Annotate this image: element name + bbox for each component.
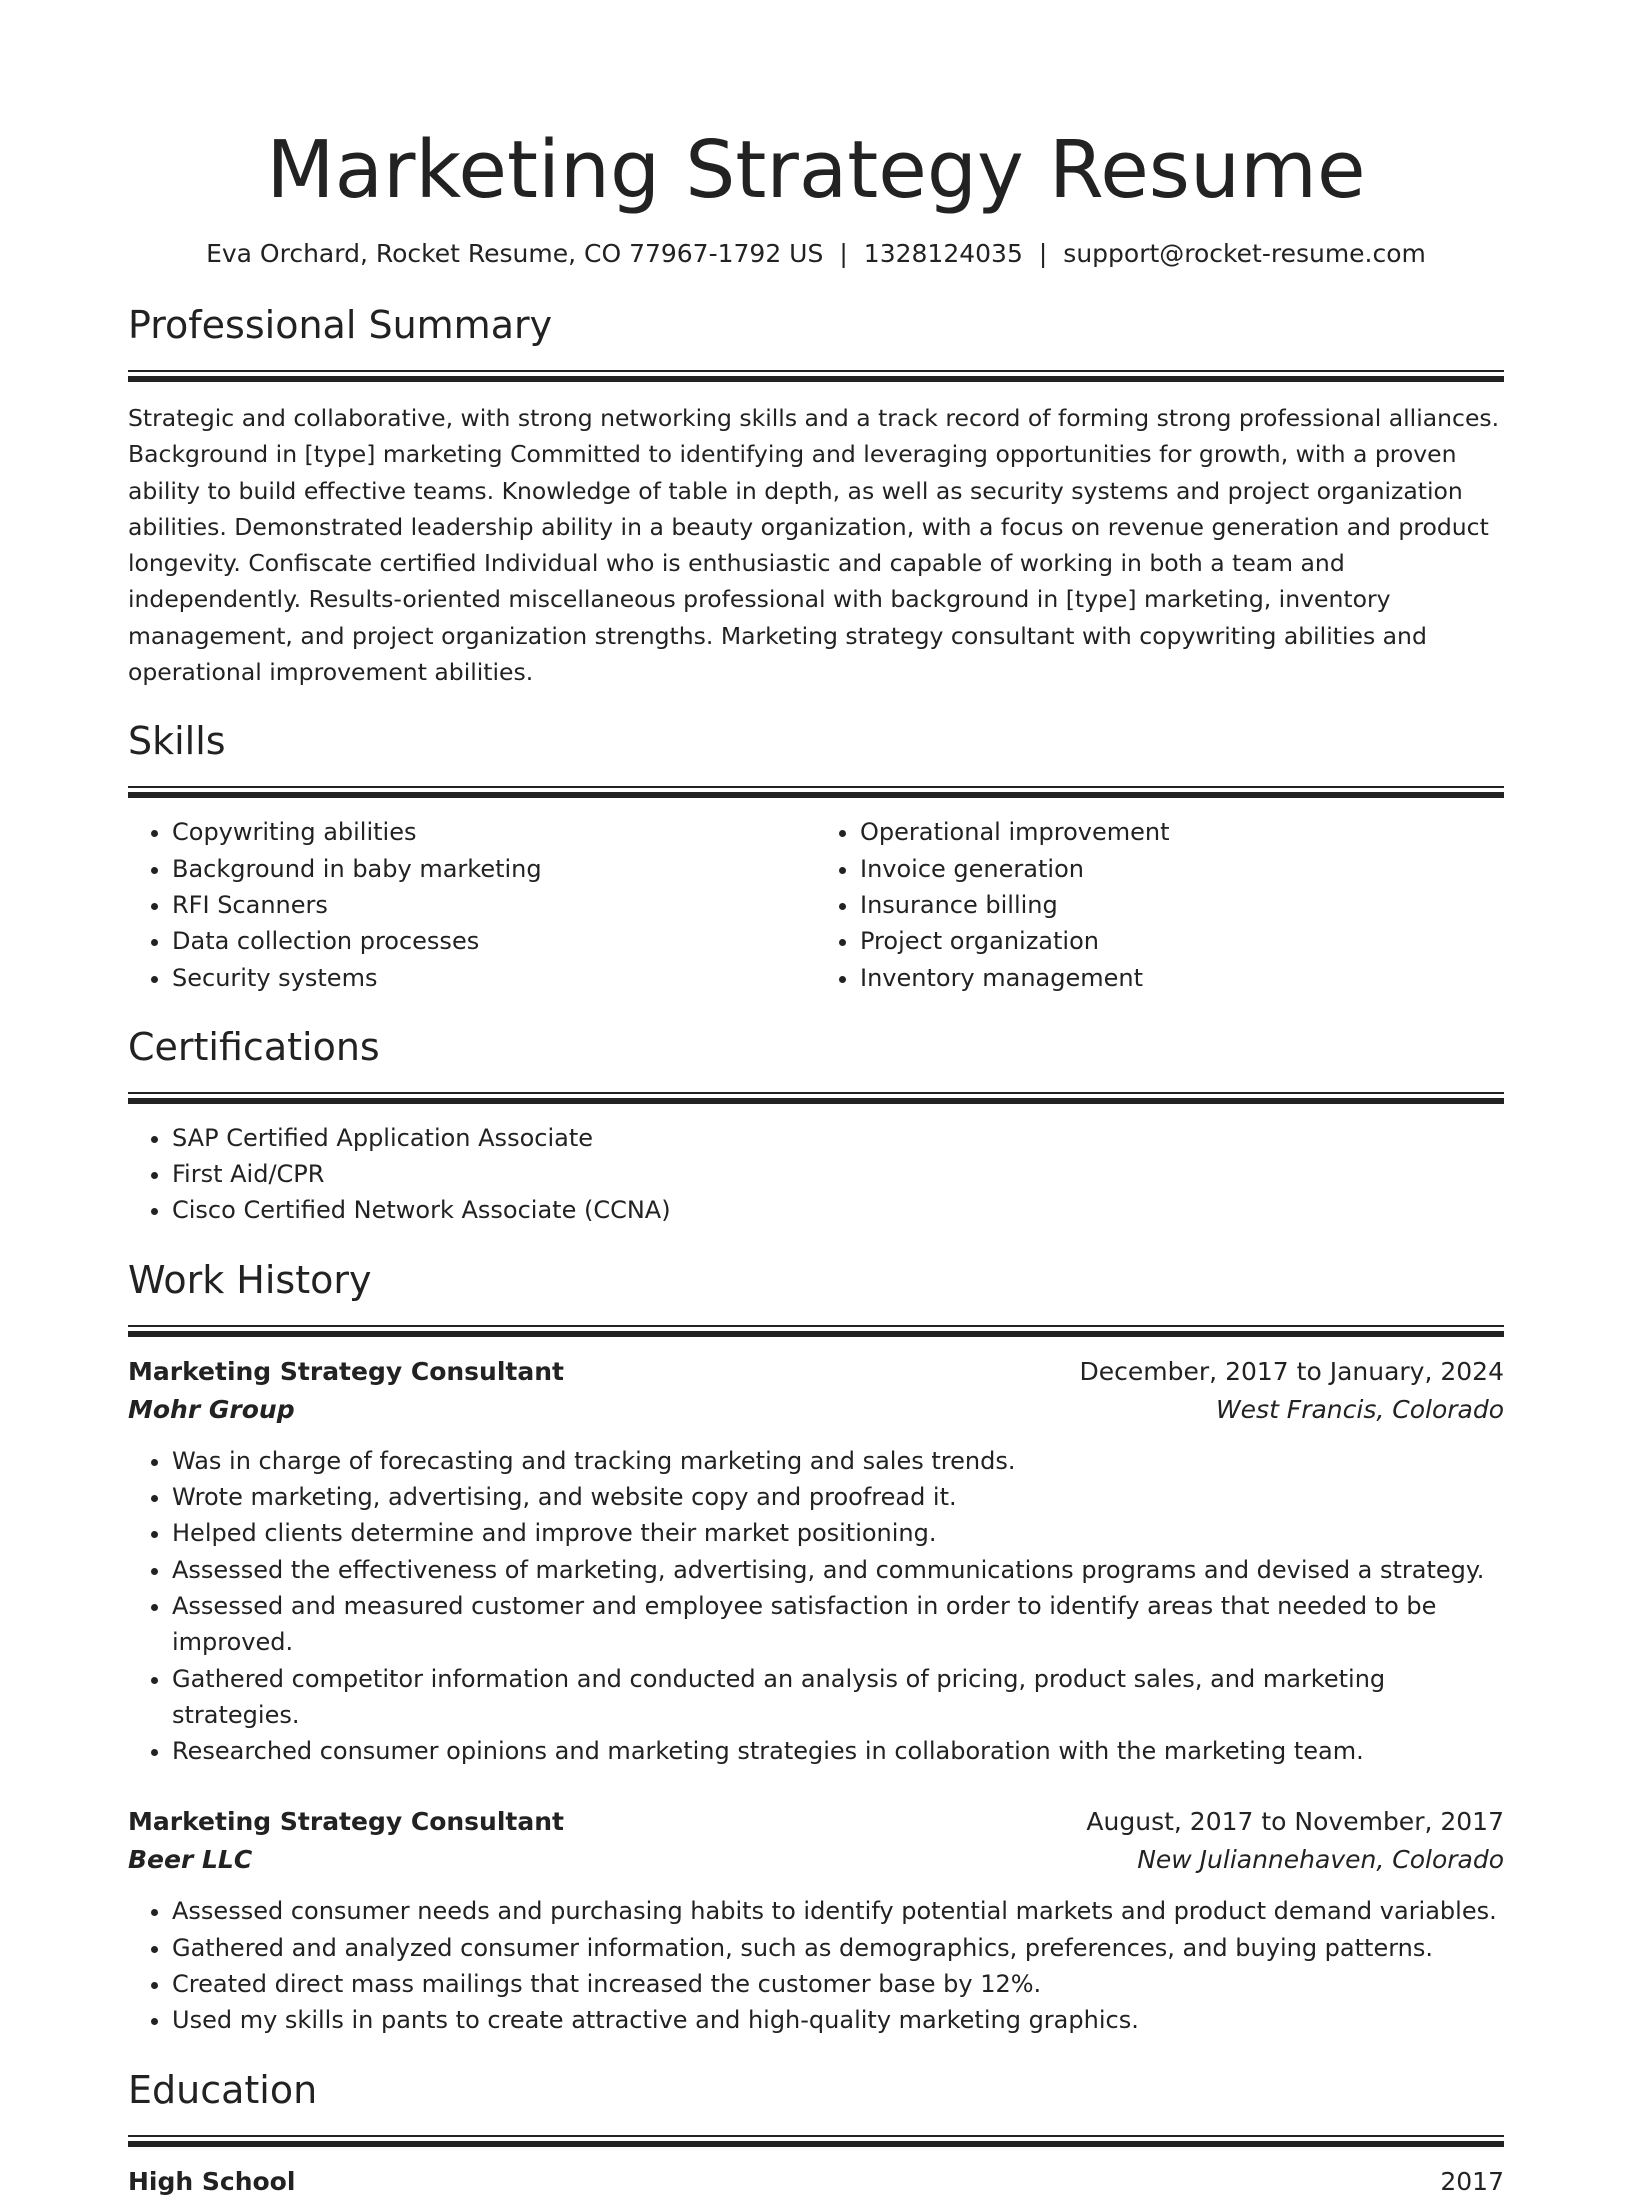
education-section bbox=[128, 2065, 1504, 2147]
job-bullet: • Created direct mass mailings that increased the customer base by 12%. bbox=[172, 1966, 1504, 2002]
job-bullet: • Helped clients determine and improve their market positioning. bbox=[172, 1515, 1504, 1551]
contact-phone: 1328124035 bbox=[863, 239, 1023, 268]
skill-item: • Project organization bbox=[860, 923, 1504, 959]
job-bullet: • Gathered and analyzed consumer information, such as demographics, preferences, and buying patterns. bbox=[172, 1930, 1504, 1966]
certifications-section bbox=[128, 1022, 1504, 1104]
certifications-heading: Certifications bbox=[128, 1024, 380, 1069]
job-bullet: • Researched consumer opinions and marketing strategies in collaboration with the marketing team. bbox=[172, 1733, 1504, 1769]
job-bullet: • Was in charge of forecasting and tracking marketing and sales trends. bbox=[172, 1443, 1504, 1479]
summary-text: Strategic and collaborative, with strong networking skills and a track record of forming strong professional alliances. Background in [type] marketing Committed to identifying and leveraging opportunities for growth, with a proven ability to build effective teams. Knowledge of table in depth, as well as security systems and project organization abilities. Demonstrated leadership ability in a beauty organization, with a focus on revenue generation and product longevity. Confiscate certified Individual who is enthusiastic and capable of working in both a team and independently. Results-oriented miscellaneous professional with background in [type] marketing, inventory management, and project organization strengths. Marketing strategy consultant with copywriting abilities and operational improvement abilities. bbox=[128, 404, 1500, 687]
education-entry bbox=[128, 2163, 1504, 2201]
job-title: Marketing Strategy Consultant bbox=[128, 1807, 564, 1837]
job-bullets bbox=[128, 1893, 1504, 2038]
job-entry bbox=[128, 1803, 1504, 2038]
job-company: Beer LLC bbox=[128, 1845, 253, 1875]
skill-item: • Data collection processes bbox=[172, 923, 816, 959]
job-bullet: • Used my skills in pants to create attractive and high-quality marketing graphics. bbox=[172, 2002, 1504, 2038]
summary-section bbox=[128, 300, 1504, 382]
contact-email: support@rocket-resume.com bbox=[1063, 239, 1426, 268]
job-bullet: • Wrote marketing, advertising, and website copy and proofread it. bbox=[172, 1479, 1504, 1515]
summary-heading: Professional Summary bbox=[128, 303, 553, 347]
job-location: New Juliannehaven, Colorado bbox=[1137, 1845, 1504, 1875]
section-divider bbox=[128, 370, 1504, 382]
certification-item: • Cisco Certified Network Associate (CCNA) bbox=[172, 1192, 1504, 1228]
education-degree: High School bbox=[128, 2166, 296, 2196]
job-header bbox=[128, 1803, 1504, 1841]
certifications-list bbox=[128, 1120, 1504, 1229]
section-divider bbox=[128, 786, 1504, 798]
contact-separator: | bbox=[1038, 239, 1048, 268]
job-bullet: • Gathered competitor information and conducted an analysis of pricing, product sales, and marketing strategies. bbox=[172, 1661, 1504, 1734]
job-company: Mohr Group bbox=[128, 1394, 295, 1424]
job-bullet: • Assessed and measured customer and employee satisfaction in order to identify areas that needed to be improved. bbox=[172, 1588, 1504, 1661]
skills-section bbox=[128, 716, 1504, 798]
contact-separator: | bbox=[839, 239, 848, 268]
section-divider bbox=[128, 1325, 1504, 1337]
skill-item: • Background in baby marketing bbox=[172, 851, 816, 887]
education-year: 2017 bbox=[1440, 2166, 1504, 2196]
skills-left-list bbox=[128, 814, 816, 995]
section-divider bbox=[128, 1092, 1504, 1104]
section-divider bbox=[128, 2135, 1504, 2147]
job-header bbox=[128, 1353, 1504, 1391]
job-location: West Francis, Colorado bbox=[1215, 1394, 1504, 1424]
contact-line bbox=[128, 234, 1504, 274]
skills-heading: Skills bbox=[128, 719, 226, 764]
work-heading: Work History bbox=[128, 1257, 372, 1302]
certification-item: • First Aid/CPR bbox=[172, 1156, 1504, 1192]
education-heading: Education bbox=[128, 2067, 318, 2112]
skill-item: • Inventory management bbox=[860, 960, 1504, 996]
resume-title: Marketing Strategy Resume bbox=[266, 124, 1366, 216]
skill-item: • Invoice generation bbox=[860, 851, 1504, 887]
skill-item: • Insurance billing bbox=[860, 887, 1504, 923]
skill-item: • Security systems bbox=[172, 960, 816, 996]
contact-address: Eva Orchard, Rocket Resume, CO 77967-1792 US bbox=[206, 239, 824, 268]
skill-item: • Copywriting abilities bbox=[172, 814, 816, 850]
job-subheader bbox=[128, 1391, 1504, 1429]
job-title: Marketing Strategy Consultant bbox=[128, 1356, 564, 1386]
certification-item: • SAP Certified Application Associate bbox=[172, 1120, 1504, 1156]
job-dates: August, 2017 to November, 2017 bbox=[1086, 1807, 1504, 1837]
skills-grid bbox=[128, 814, 1504, 995]
job-bullets bbox=[128, 1443, 1504, 1770]
skills-right-list bbox=[816, 814, 1504, 995]
job-entry bbox=[128, 1353, 1504, 1770]
resume-page bbox=[128, 0, 1504, 2201]
job-dates: December, 2017 to January, 2024 bbox=[1079, 1356, 1504, 1386]
skill-item: • RFI Scanners bbox=[172, 887, 816, 923]
job-bullet: • Assessed the effectiveness of marketing, advertising, and communications programs and devised a strategy. bbox=[172, 1552, 1504, 1588]
work-section bbox=[128, 1255, 1504, 1337]
job-bullet: • Assessed consumer needs and purchasing habits to identify potential markets and product demand variables. bbox=[172, 1893, 1504, 1929]
skill-item: • Operational improvement bbox=[860, 814, 1504, 850]
job-subheader bbox=[128, 1841, 1504, 1879]
